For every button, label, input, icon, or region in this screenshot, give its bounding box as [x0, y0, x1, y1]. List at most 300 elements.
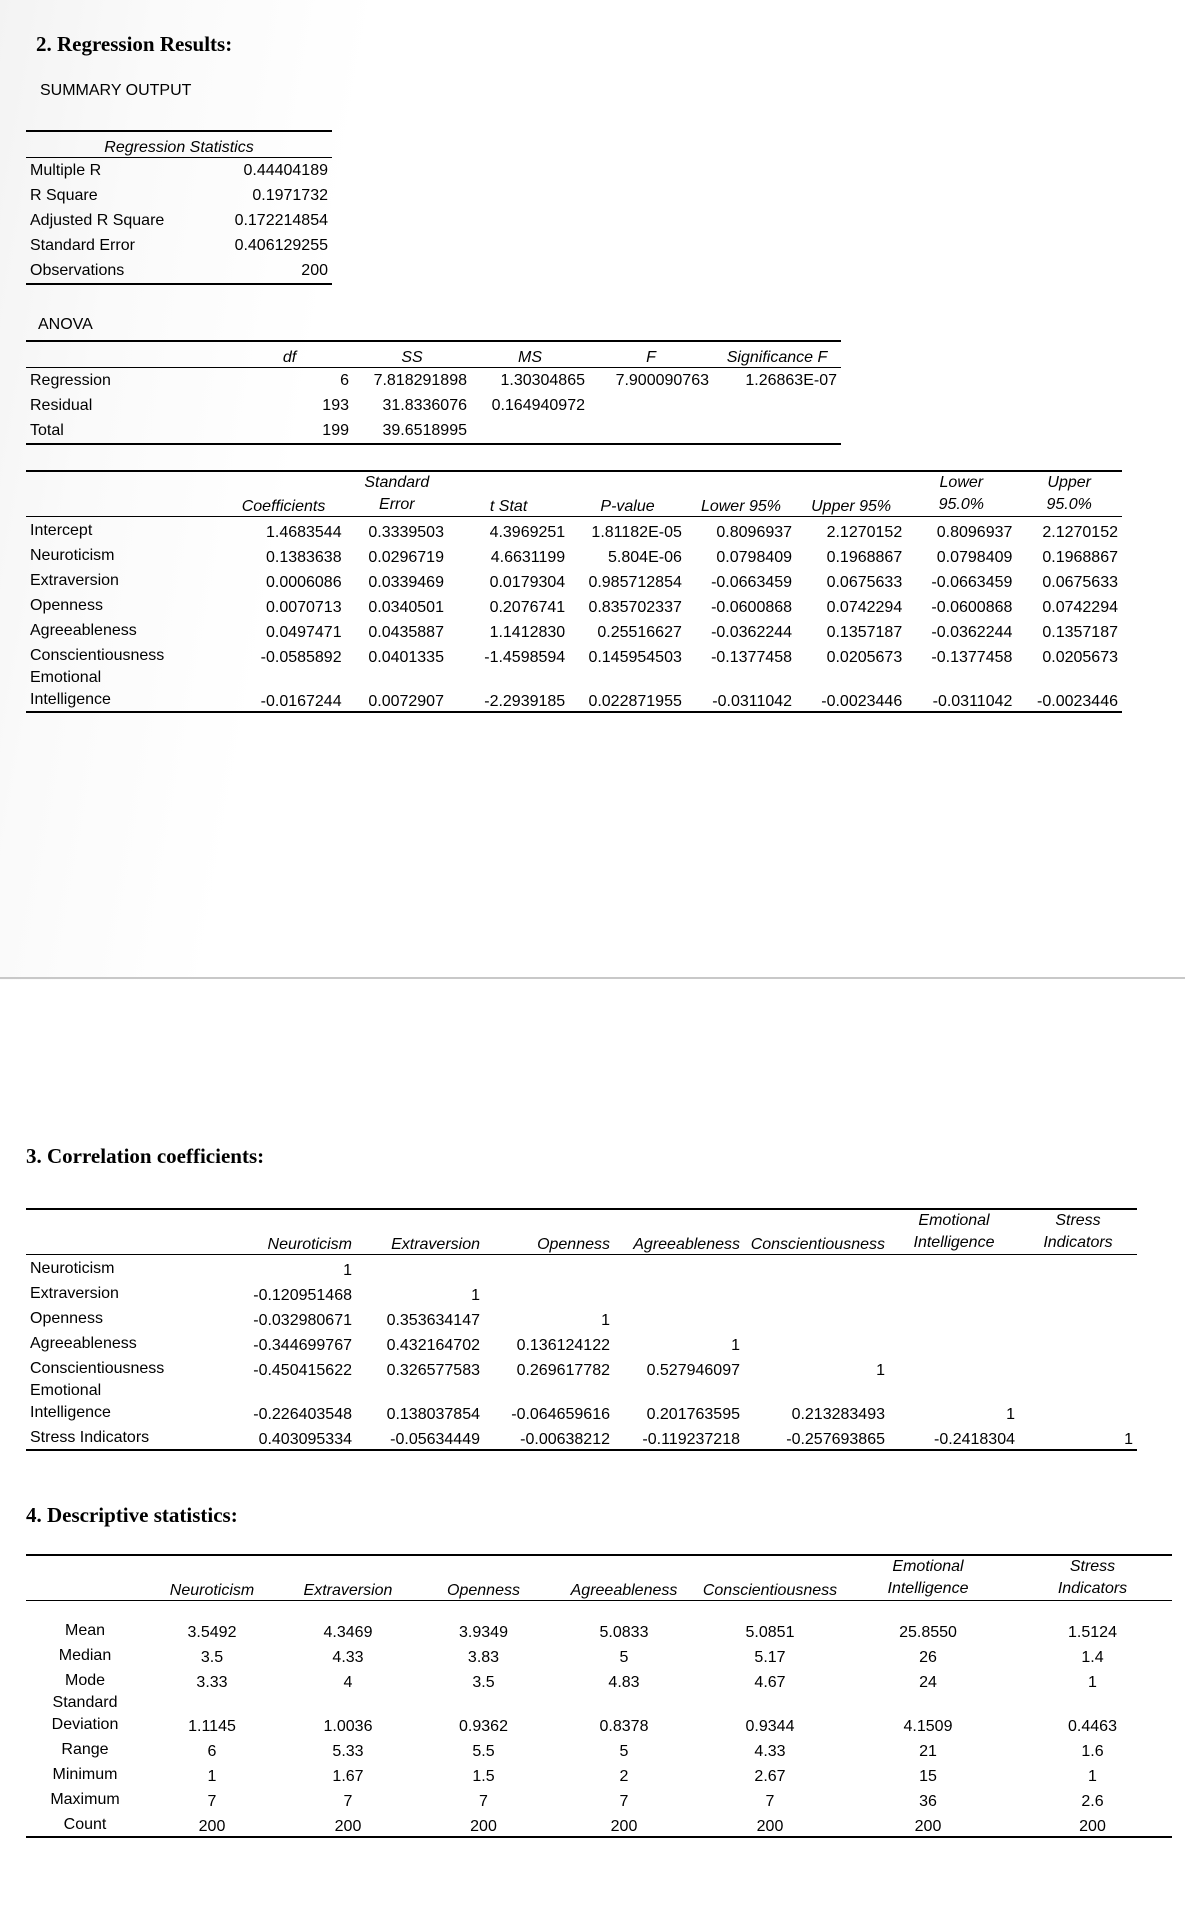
corr-header-emotional: Emotional: [918, 1212, 990, 1229]
coef-cell-t: 4.6631199: [490, 549, 566, 566]
corr-row-label: [26, 1424, 226, 1450]
anova-label: ANOVA: [38, 316, 93, 333]
coef-cell-t: 1.1412830: [489, 624, 566, 641]
desc-header-neuroticism: Neuroticism: [144, 1555, 280, 1601]
coef-header-upper-95: Upper 95%: [796, 471, 906, 517]
coef-row: [26, 517, 1122, 543]
desc-cell-si: 0.4463: [1068, 1718, 1117, 1735]
coef-header-lower-pct: 95.0%: [938, 496, 984, 513]
desc-cell-ext: 4.3469: [323, 1624, 373, 1641]
desc-row-label: [26, 1667, 144, 1692]
stats-label: Observations: [26, 258, 196, 284]
row-label-line2: Conscientiousness: [30, 1360, 165, 1377]
regression-heading: 2. Regression Results:: [36, 32, 233, 56]
corr-row: [26, 1255, 1137, 1281]
coef-cell-coef: 0.0006086: [265, 574, 342, 591]
row-label-line2: Agreeableness: [30, 1335, 137, 1352]
descriptive-table: [26, 1554, 1172, 1838]
row-label-line2: Mode: [64, 1672, 106, 1689]
stats-label: Adjusted R Square: [30, 211, 165, 229]
coef-cell-t: -1.4598594: [484, 649, 566, 666]
coef-cell-lo2: 0.0798409: [936, 549, 1013, 566]
coef-cell-se: 0.0340501: [368, 599, 444, 616]
correlation-table: [26, 1208, 1137, 1451]
desc-cell-neu: 3.33: [196, 1674, 228, 1691]
anova-significance-f: [713, 393, 841, 418]
corr-cell-neu: 1: [343, 1262, 352, 1279]
anova-df: 199: [226, 418, 353, 444]
coef-cell-se: 0.0401335: [368, 649, 444, 666]
anova-f: 7.900090763: [615, 371, 709, 389]
corr-cell-neu: -0.450415622: [253, 1362, 352, 1379]
coef-header-error: Error: [379, 496, 415, 513]
desc-cell-ei: 24: [919, 1674, 937, 1691]
desc-cell-ei: 200: [843, 1811, 1013, 1837]
coef-cell-p: 0.145954503: [588, 649, 682, 666]
desc-row-label: [26, 1786, 144, 1811]
summary-output-label: SUMMARY OUTPUT: [40, 82, 192, 99]
stats-value: 0.1971732: [252, 186, 328, 204]
anova-f: [589, 393, 713, 418]
corr-header-indicators: Indicators: [1043, 1234, 1113, 1251]
anova-header-ms: MS: [471, 341, 589, 368]
corr-cell-ext: 0.353634147: [386, 1312, 480, 1329]
corr-cell-ext: [356, 1255, 484, 1281]
page-divider: [0, 977, 1185, 979]
corr-row: [26, 1280, 1137, 1305]
coef-cell-up2: 0.0742294: [1042, 599, 1118, 616]
coef-cell-lo: 0.0798409: [716, 549, 793, 566]
desc-cell-ei: 21: [919, 1743, 937, 1760]
anova-ss: 31.8336076: [382, 396, 467, 414]
stats-row: [26, 258, 332, 284]
coef-row-label: [26, 617, 221, 642]
desc-cell-neu: 3.5: [200, 1649, 224, 1666]
coef-cell-up2: -0.0023446: [1016, 667, 1122, 712]
coef-cell-lo2: -0.0663459: [931, 574, 1013, 591]
corr-header-stress-indicators: [1019, 1209, 1137, 1255]
coef-cell-p: 1.81182E-05: [591, 524, 682, 541]
anova-significance-f: 1.26863E-07: [745, 371, 837, 389]
corr-cell-ope: -0.064659616: [511, 1406, 610, 1423]
coef-cell-p: 0.835702337: [588, 599, 682, 616]
coef-cell-lo2: -0.0311042: [906, 667, 1016, 712]
desc-cell-ei: 36: [919, 1793, 937, 1810]
desc-cell-neu: 7: [207, 1793, 217, 1810]
coef-header-lower-95-0: [906, 471, 1016, 517]
anova-ss: 7.818291898: [373, 371, 467, 389]
desc-cell-con: 5.17: [754, 1649, 786, 1666]
coef-row-label: [26, 517, 221, 543]
anova-header-blank: [26, 341, 226, 368]
desc-cell-ei: 4.1509: [903, 1718, 953, 1735]
corr-cell-ope: [484, 1280, 614, 1305]
anova-header-f: F: [589, 341, 713, 368]
desc-header-extraversion: Extraversion: [280, 1555, 416, 1601]
stats-row: [26, 208, 332, 233]
corr-cell-con: [744, 1330, 889, 1355]
coef-cell-coef: -0.0167244: [221, 667, 345, 712]
corr-cell-si: [1019, 1330, 1137, 1355]
stats-value: 0.172214854: [234, 211, 328, 229]
desc-cell-agr: 0.8378: [599, 1718, 649, 1735]
desc-cell-agr: 5: [619, 1649, 629, 1666]
desc-header-blank: [26, 1555, 144, 1601]
coef-cell-up: -0.0023446: [796, 667, 906, 712]
desc-cell-si: 1.6: [1081, 1743, 1104, 1760]
desc-cell-agr: 2: [619, 1768, 629, 1785]
desc-cell-ext: 4: [343, 1674, 353, 1691]
corr-cell-agr: 0.527946097: [646, 1362, 740, 1379]
anova-row-label: Regression: [30, 371, 111, 389]
desc-header-stress-indicators: [1013, 1555, 1172, 1601]
corr-row: [26, 1380, 1137, 1424]
coef-header-t-stat: t Stat: [448, 471, 569, 517]
corr-header-intelligence: Intelligence: [913, 1234, 995, 1251]
corr-cell-agr: [614, 1305, 744, 1330]
corr-cell-neu: -0.226403548: [253, 1406, 352, 1423]
corr-row: [26, 1305, 1137, 1330]
corr-row-label: [26, 1380, 226, 1424]
corr-cell-ei: [889, 1355, 1019, 1380]
row-label-line2: Conscientiousness: [30, 647, 165, 664]
desc-row: [26, 1736, 1172, 1761]
corr-row: [26, 1424, 1137, 1450]
corr-cell-con: 1: [876, 1362, 885, 1379]
desc-cell-ext: 7: [343, 1793, 353, 1810]
corr-cell-neu: -0.344699767: [253, 1337, 352, 1354]
desc-cell-si: 2.6: [1081, 1793, 1104, 1810]
coef-cell-lo: -0.1377458: [711, 649, 793, 666]
corr-cell-ope: 0.269617782: [516, 1362, 610, 1379]
desc-cell-ope: 5.5: [472, 1743, 495, 1760]
coef-header-p-value: P-value: [569, 471, 686, 517]
corr-header-openness: Openness: [484, 1209, 614, 1255]
corr-header-neuroticism: Neuroticism: [226, 1209, 356, 1255]
corr-cell-ope: 0.136124122: [516, 1337, 610, 1354]
desc-cell-agr: 200: [551, 1811, 697, 1837]
desc-cell-agr: 7: [619, 1793, 629, 1810]
desc-cell-con: 4.67: [754, 1674, 786, 1691]
coef-cell-up2: 2.1270152: [1042, 524, 1118, 541]
corr-row: [26, 1355, 1137, 1380]
coef-cell-up2: 0.0205673: [1042, 649, 1118, 666]
anova-row: [26, 393, 841, 418]
anova-f: [589, 418, 713, 444]
desc-spacer-row: [26, 1601, 1172, 1618]
regression-statistics-title: Regression Statistics: [26, 131, 332, 158]
anova-df: 6: [340, 371, 349, 389]
desc-cell-neu: 200: [144, 1811, 280, 1837]
desc-row-label: [26, 1811, 144, 1837]
stats-value: 200: [196, 258, 332, 284]
coef-cell-coef: 0.1383638: [265, 549, 342, 566]
stats-label: Multiple R: [30, 161, 102, 179]
desc-row: [26, 1617, 1172, 1642]
coef-cell-up: 0.1968867: [826, 549, 903, 566]
row-label-line1: Emotional: [30, 1382, 102, 1399]
desc-cell-ext: 200: [280, 1811, 416, 1837]
corr-cell-si: [1019, 1280, 1137, 1305]
stats-value: 0.44404189: [243, 161, 328, 179]
stats-row: [26, 233, 332, 258]
desc-cell-con: 7: [765, 1793, 775, 1810]
coef-cell-lo: -0.0663459: [711, 574, 793, 591]
corr-header-agreeableness: Agreeableness: [614, 1209, 744, 1255]
corr-header-blank: [26, 1209, 226, 1255]
anova-ms: 1.30304865: [500, 371, 585, 389]
coef-cell-se: 0.0072907: [346, 667, 448, 712]
corr-header-emotional-intelligence: [889, 1209, 1019, 1255]
row-label-line2: Intercept: [30, 522, 93, 539]
anova-table: [26, 340, 841, 445]
coef-header-standard: Standard: [364, 474, 430, 491]
coef-row-label: [26, 667, 221, 712]
coef-cell-se: 0.0339469: [368, 574, 444, 591]
desc-cell-ope: 0.9362: [459, 1718, 508, 1735]
desc-cell-si: 1: [1088, 1674, 1097, 1691]
desc-cell-neu: 1: [207, 1768, 217, 1785]
row-label-line2: Intelligence: [30, 1404, 111, 1421]
corr-cell-si: [1019, 1255, 1137, 1281]
desc-cell-ei: 26: [919, 1649, 937, 1666]
stats-value: 0.406129255: [234, 236, 328, 254]
coef-cell-up: 0.0742294: [826, 599, 903, 616]
correlation-heading: 3. Correlation coefficients:: [26, 1144, 265, 1168]
corr-row-label: [26, 1330, 226, 1355]
corr-header-conscientiousness: Conscientiousness: [744, 1209, 889, 1255]
desc-header-indicators: Indicators: [1057, 1580, 1128, 1597]
corr-cell-si: [1019, 1355, 1137, 1380]
coef-header-upper-word: Upper: [1047, 474, 1091, 491]
corr-cell-neu: -0.032980671: [253, 1312, 352, 1329]
corr-cell-ext: 1: [471, 1287, 480, 1304]
coef-cell-se: 0.0296719: [368, 549, 444, 566]
desc-cell-con: 4.33: [754, 1743, 786, 1760]
row-label-line2: Deviation: [51, 1716, 119, 1733]
anova-ms: [471, 418, 589, 444]
desc-cell-neu: 6: [207, 1743, 217, 1760]
coef-row: [26, 592, 1122, 617]
desc-row-label: [26, 1736, 144, 1761]
coef-cell-up: 0.0675633: [826, 574, 903, 591]
row-label-line2: Neuroticism: [30, 547, 115, 564]
coef-header-lower-95: Lower 95%: [686, 471, 796, 517]
coef-cell-up: 2.1270152: [826, 524, 903, 541]
coef-row: [26, 567, 1122, 592]
desc-cell-con: 0.9344: [745, 1718, 795, 1735]
regression-statistics-body: [26, 158, 332, 285]
desc-cell-ope: 3.83: [467, 1649, 500, 1666]
corr-cell-ope: [484, 1255, 614, 1281]
desc-header-conscientiousness: Conscientiousness: [697, 1555, 843, 1601]
desc-cell-ope: 7: [479, 1793, 488, 1810]
desc-row-label: [26, 1642, 144, 1667]
coef-row: [26, 617, 1122, 642]
row-label-line2: Extraversion: [30, 1285, 119, 1302]
row-label-line2: Openness: [30, 1310, 103, 1327]
coef-cell-up: 0.0205673: [826, 649, 903, 666]
row-label-line2: Count: [63, 1816, 107, 1833]
desc-cell-ope: 3.5: [472, 1674, 495, 1691]
row-label-line2: Stress Indicators: [30, 1429, 150, 1446]
desc-row: [26, 1642, 1172, 1667]
anova-row: [26, 368, 841, 394]
coef-cell-t: 0.0179304: [489, 574, 566, 591]
corr-cell-agr: 0.201763595: [646, 1406, 740, 1423]
desc-cell-neu: 1.1145: [188, 1718, 236, 1735]
corr-header-stress: Stress: [1055, 1212, 1101, 1229]
corr-cell-ei: [889, 1280, 1019, 1305]
desc-row: [26, 1667, 1172, 1692]
corr-cell-neu: 0.403095334: [226, 1424, 356, 1450]
row-label-line2: Median: [58, 1647, 112, 1664]
corr-row-label: [26, 1355, 226, 1380]
coef-row-label: [26, 567, 221, 592]
desc-cell-ext: 5.33: [332, 1743, 364, 1760]
coef-cell-up: 0.1357187: [826, 624, 903, 641]
anova-row-label: Residual: [30, 396, 93, 414]
anova-significance-f: [713, 418, 841, 444]
descriptive-body: [26, 1601, 1172, 1838]
corr-cell-si: 1: [1019, 1424, 1137, 1450]
desc-header-agreeableness: Agreeableness: [551, 1555, 697, 1601]
desc-cell-agr: 5: [619, 1743, 629, 1760]
anova-ms: 0.164940972: [491, 396, 585, 414]
coef-cell-se: 0.3339503: [368, 524, 444, 541]
desc-row: [26, 1786, 1172, 1811]
desc-cell-agr: 5.0833: [599, 1624, 649, 1641]
desc-header-emotional: Emotional: [892, 1558, 964, 1575]
coef-cell-up2: 0.1968867: [1042, 549, 1118, 566]
coef-header-standard-error: [346, 471, 448, 517]
coef-row: [26, 642, 1122, 667]
desc-header-openness: Openness: [416, 1555, 551, 1601]
row-label-line1: Emotional: [30, 669, 102, 686]
anova-header-significance-f: Significance F: [713, 341, 841, 368]
coef-row-label: [26, 592, 221, 617]
anova-body: [26, 368, 841, 445]
coef-cell-lo2: -0.0600868: [931, 599, 1013, 616]
desc-cell-ope: 200: [416, 1811, 551, 1837]
row-label-line2: Openness: [30, 597, 103, 614]
desc-cell-si: 200: [1013, 1811, 1172, 1837]
corr-cell-ei: -0.2418304: [889, 1424, 1019, 1450]
row-label-line2: Extraversion: [30, 572, 119, 589]
coef-row: [26, 667, 1122, 712]
anova-df: 193: [322, 396, 349, 414]
corr-cell-ei: [889, 1305, 1019, 1330]
desc-row-label: [26, 1761, 144, 1786]
stats-row: [26, 158, 332, 184]
coef-cell-lo: 0.8096937: [716, 524, 793, 541]
coef-cell-p: 0.25516627: [597, 624, 682, 641]
desc-cell-si: 1: [1088, 1768, 1097, 1785]
coef-cell-lo: -0.0311042: [686, 667, 796, 712]
row-label-line1: Standard: [52, 1694, 118, 1711]
desc-cell-ope: 3.9349: [459, 1624, 508, 1641]
coefficients-body: [26, 517, 1122, 713]
coef-row: [26, 542, 1122, 567]
desc-row-label: [26, 1692, 144, 1736]
coef-cell-lo2: -0.0362244: [931, 624, 1013, 641]
row-label-line2: Mean: [64, 1622, 106, 1639]
desc-cell-ei: 15: [919, 1768, 937, 1785]
corr-cell-con: [744, 1280, 889, 1305]
desc-row: [26, 1692, 1172, 1736]
coef-cell-se: 0.0435887: [368, 624, 444, 641]
corr-cell-con: -0.257693865: [744, 1424, 889, 1450]
coef-cell-up2: 0.0675633: [1042, 574, 1118, 591]
coef-cell-lo: -0.0362244: [711, 624, 793, 641]
corr-row-label: [26, 1280, 226, 1305]
desc-spacer-cell: [26, 1601, 1172, 1618]
desc-cell-si: 1.4: [1081, 1649, 1104, 1666]
corr-cell-ext: 0.138037854: [386, 1406, 480, 1423]
corr-cell-neu: -0.120951468: [253, 1287, 352, 1304]
coef-header-blank: [26, 471, 221, 517]
coef-cell-t: 4.3969251: [489, 524, 566, 541]
row-label-line2: Agreeableness: [30, 622, 137, 639]
regression-statistics-table: [26, 130, 332, 285]
desc-cell-con: 5.0851: [745, 1624, 795, 1641]
desc-row: [26, 1761, 1172, 1786]
coef-header-lower-word: Lower: [939, 474, 984, 491]
corr-cell-agr: -0.119237218: [614, 1424, 744, 1450]
corr-cell-con: [744, 1305, 889, 1330]
desc-row: [26, 1811, 1172, 1837]
anova-row-label: Total: [26, 418, 226, 444]
corr-cell-ope: 1: [601, 1312, 610, 1329]
corr-row-label: [26, 1305, 226, 1330]
coef-cell-coef: -0.0585892: [260, 649, 342, 666]
row-label-line2: Maximum: [50, 1791, 120, 1808]
coef-cell-p: 0.985712854: [588, 574, 682, 591]
corr-row: [26, 1330, 1137, 1355]
desc-cell-ext: 1.67: [332, 1768, 364, 1785]
corr-row-label: [26, 1255, 226, 1281]
corr-cell-agr: [614, 1255, 744, 1281]
corr-cell-agr: 1: [731, 1337, 740, 1354]
corr-cell-ext: 0.432164702: [386, 1337, 480, 1354]
desc-cell-con: 2.67: [754, 1768, 786, 1785]
stats-label: Standard Error: [30, 236, 135, 254]
corr-cell-si: [1019, 1305, 1137, 1330]
desc-cell-ext: 1.0036: [323, 1718, 373, 1735]
coef-cell-t: -2.2939185: [448, 667, 569, 712]
desc-cell-ei: 25.8550: [899, 1624, 957, 1641]
anova-ss: 39.6518995: [353, 418, 471, 444]
desc-cell-neu: 3.5492: [187, 1624, 237, 1641]
coef-header-upper-pct: 95.0%: [1046, 496, 1092, 513]
corr-cell-ope: -0.00638212: [484, 1424, 614, 1450]
row-label-line2: Minimum: [52, 1766, 118, 1783]
row-label-line2: Neuroticism: [30, 1260, 115, 1277]
coef-cell-coef: 1.4683544: [265, 524, 342, 541]
corr-cell-ei: [889, 1255, 1019, 1281]
correlation-body: [26, 1255, 1137, 1451]
desc-cell-ext: 4.33: [332, 1649, 364, 1666]
desc-cell-si: 1.5124: [1068, 1624, 1117, 1641]
desc-cell-ope: 1.5: [472, 1768, 495, 1785]
desc-header-intelligence: Intelligence: [887, 1580, 969, 1597]
stats-row: [26, 183, 332, 208]
desc-cell-con: 200: [697, 1811, 843, 1837]
corr-cell-ext: 0.326577583: [386, 1362, 480, 1379]
corr-cell-ei: 1: [1006, 1406, 1015, 1423]
coef-cell-coef: 0.0497471: [265, 624, 342, 641]
coefficients-table: [26, 470, 1122, 713]
